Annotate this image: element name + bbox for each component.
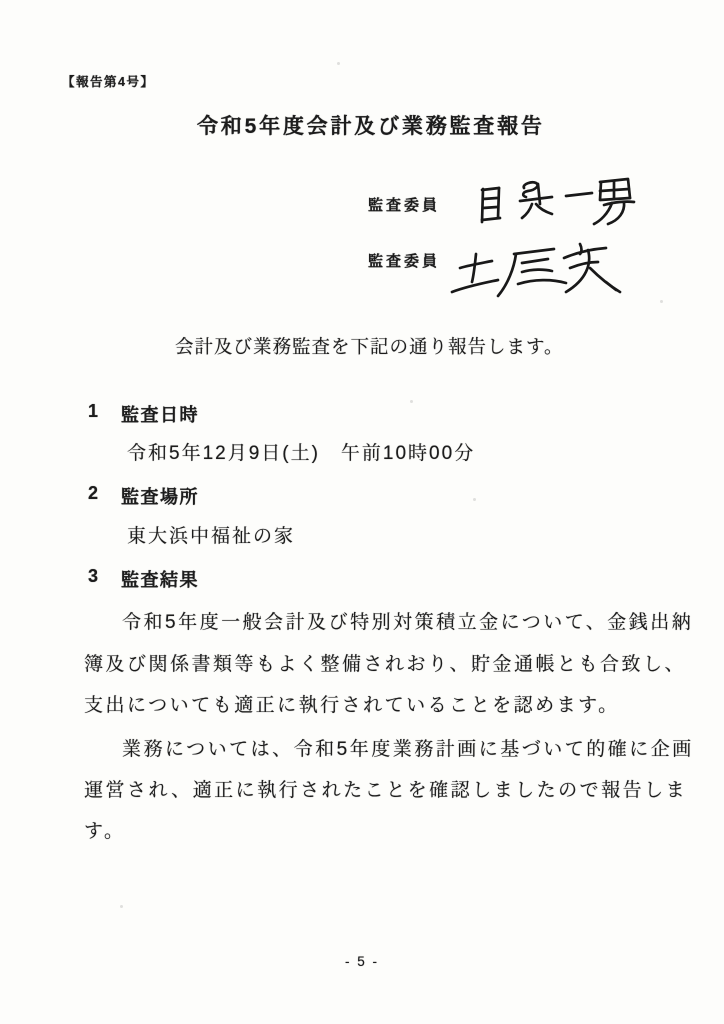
section-number: 3	[88, 566, 99, 586]
section-heading-audit-result: 監査結果	[121, 570, 199, 590]
section-number: 2	[88, 483, 99, 503]
page-title: 令和5年度会計及び業務監査報告	[197, 115, 545, 138]
audit-result-paragraph-line: 支出についても適正に執行されていることを認めます。	[84, 695, 620, 716]
scan-speck	[473, 498, 476, 501]
section-heading-audit-datetime: 監査日時	[121, 405, 199, 425]
scan-speck	[120, 905, 123, 908]
page-number: - 5 -	[344, 954, 379, 969]
audit-result-paragraph-line: 令和5年度一般会計及び特別対策積立金について、金銭出納	[122, 612, 694, 633]
audit-result-paragraph-line: す。	[84, 821, 126, 842]
auditor-role-label: 監査委員	[368, 197, 441, 214]
auditor-role-label: 監査委員	[368, 253, 441, 270]
audit-result-paragraph-line: 簿及び関係書類等もよく整備されおり、貯金通帳とも合致し、	[84, 654, 687, 675]
scan-speck	[660, 300, 663, 303]
report-number-label: 【報告第4号】	[62, 75, 155, 89]
handwritten-signature-auditor-1	[452, 174, 642, 226]
section-heading-audit-place: 監査場所	[121, 487, 199, 507]
audit-result-paragraph-line: 運営され、適正に執行されたことを確認しましたので報告しま	[84, 780, 688, 801]
scan-speck	[410, 400, 413, 403]
section-number: 1	[88, 401, 99, 421]
handwritten-signature-auditor-2	[448, 228, 643, 302]
intro-sentence: 会計及び業務監査を下記の通り報告します。	[175, 336, 564, 357]
audit-result-paragraph-line: 業務については、令和5年度業務計画に基づいて的確に企画	[122, 739, 694, 760]
scan-speck	[337, 62, 340, 65]
audit-place-value: 東大浜中福祉の家	[127, 526, 296, 547]
audit-datetime-value: 令和5年12月9日(土) 午前10時00分	[127, 443, 476, 464]
